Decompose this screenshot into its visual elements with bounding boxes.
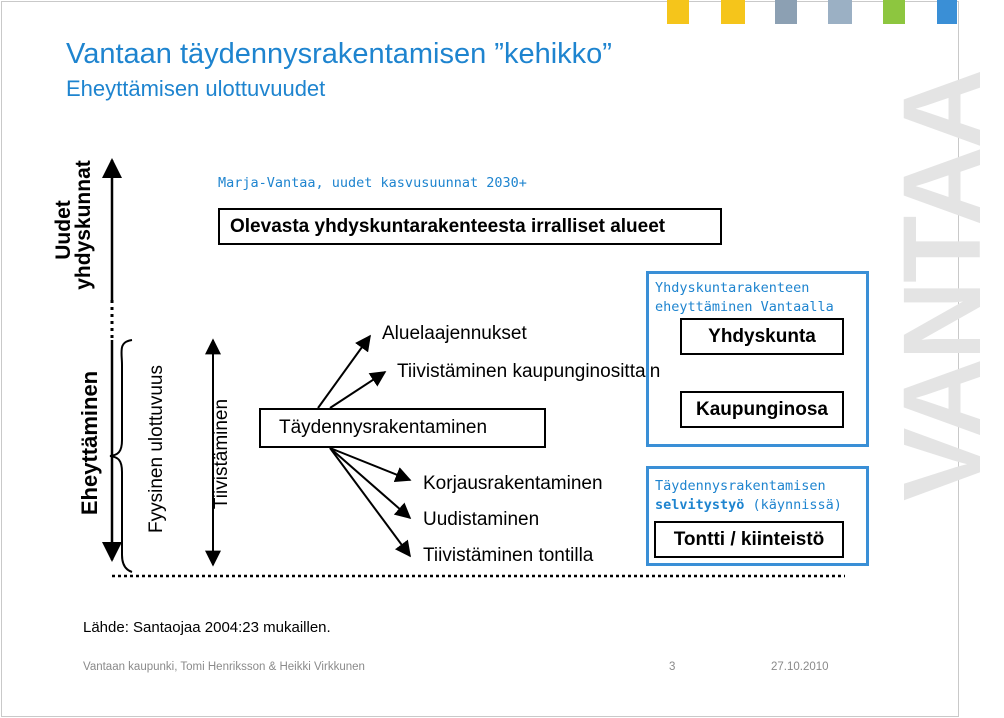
lower-item-uudistaminen: Uudistaminen — [423, 509, 540, 530]
kaupunginosa-box: Kaupunginosa — [680, 391, 844, 428]
right-box2-heading-1: Täydennysrakentamisen — [655, 478, 826, 494]
arrow-aluelaajennukset — [318, 336, 370, 408]
right-box2-heading-bold: selvitystyö — [655, 497, 745, 513]
taydennysrakentaminen-box: Täydennysrakentaminen — [259, 408, 546, 448]
lower-item-tiiv-tontilla: Tiivistäminen tontilla — [423, 545, 594, 566]
marja-vantaa-label: Marja-Vantaa, uudet kasvusuunnat 2030+ — [218, 175, 527, 191]
slide-title: Vantaan täydennysrakentamisen ”kehikko” — [66, 38, 612, 70]
olevasta-box: Olevasta yhdyskuntarakenteesta irralliset alueet — [218, 208, 722, 245]
right-box2-heading-rest: (käynnissä) — [744, 497, 842, 513]
axis-label-fyysinen: Fyysinen ulottuvuus — [146, 365, 167, 533]
right-box1-heading-1: Yhdyskuntarakenteen — [655, 280, 810, 296]
brace — [110, 340, 132, 572]
right-box2-heading-2 — [655, 496, 842, 515]
source-note: Lähde: Santaojaa 2004:23 mukaillen. — [83, 619, 331, 636]
upper-item-aluelaajennukset: Aluelaajennukset — [382, 323, 527, 344]
slide-subtitle: Eheyttämisen ulottuvuudet — [66, 76, 326, 101]
footer-authors: Vantaan kaupunki, Tomi Henriksson & Heikki Virkkunen — [83, 661, 365, 673]
axis-label-eheyttaminen: Eheyttäminen — [77, 370, 102, 516]
arrow-uudistaminen — [330, 448, 410, 518]
yhdyskunta-box: Yhdyskunta — [680, 318, 844, 355]
tontti-kiinteisto-box: Tontti / kiinteistö — [654, 521, 844, 558]
axis-label-yhdyskunnat: yhdyskunnat — [72, 160, 95, 290]
axis-label-tiivistaminen: Tiivistäminen — [211, 398, 232, 510]
footer-page-number: 3 — [669, 661, 676, 673]
lower-item-korjausrakentaminen: Korjausrakentaminen — [423, 473, 603, 494]
upper-item-tiivistaminen: Tiivistäminen kaupunginosittain — [397, 361, 661, 382]
footer-date: 27.10.2010 — [771, 661, 829, 673]
vantaa-watermark: VANTAA — [881, 71, 1004, 501]
arrow-tiiv-kaupunginosittain — [330, 372, 385, 408]
right-box1-heading-2: eheyttäminen Vantaalla — [655, 299, 834, 315]
axis-label-uudet: Uudet — [52, 200, 75, 260]
